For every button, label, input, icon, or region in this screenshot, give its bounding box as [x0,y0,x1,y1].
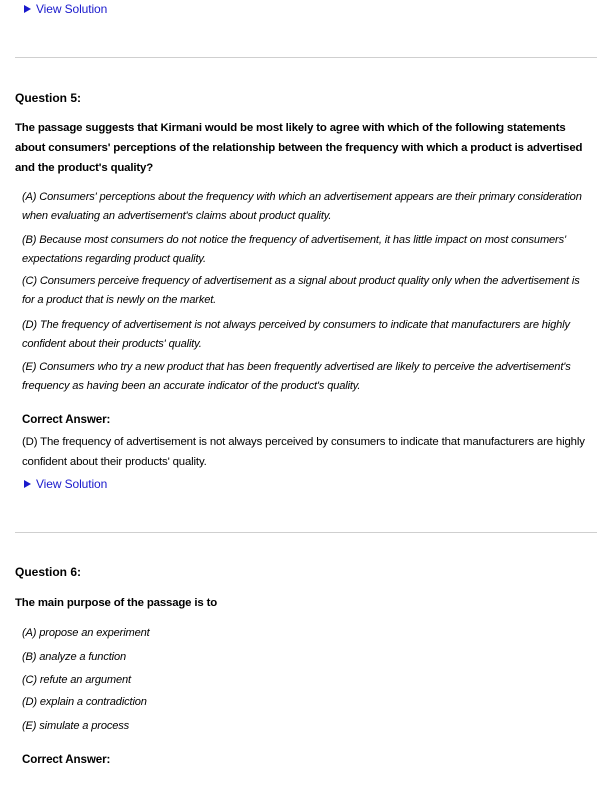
divider [15,57,597,58]
question-6-option-a[interactable]: (A) propose an experiment [22,627,150,639]
view-solution-label: View Solution [36,2,108,16]
question-5-option-c[interactable]: (C) Consumers perceive frequency of advertisement as a signal about product quality only when the advertisement is for a product that is newly on the market. [22,275,580,306]
question-5-option-a[interactable]: (A) Consumers' perceptions about the frequency with which an advertisement appears are their primary consideration when evaluating an advertisement's claims about product quality. [22,191,582,222]
question-6-title: Question 6: [15,565,82,579]
question-5-option-d[interactable]: (D) The frequency of advertisement is not always perceived by consumers to indicate that manufacturers are highly confident about their products' quality. [22,319,570,350]
divider [15,532,597,533]
view-solution-link-q5[interactable] [24,477,107,491]
question-5-option-e[interactable]: (E) Consumers who try a new product that has been frequently advertised are likely to perceive the advertisement's frequency as having been an accurate indicator of the product's quality. [22,361,571,392]
question-6-stem: The main purpose of the passage is to [15,597,218,609]
question-5-title: Question 5: [15,91,82,105]
question-5-correct-answer: (D) The frequency of advertisement is not always perceived by consumers to indicate that manufacturers are highly confident about their products' quality. [22,436,585,468]
question-5-option-b[interactable]: (B) Because most consumers do not notice the frequency of advertisement, it has little impact on most consumers' expectations regarding product quality. [22,234,566,265]
question-5-stem: The passage suggests that Kirmani would be most likely to agree with which of the following statements about consumers' perceptions of the relationship between the frequency with which a product is advertised and the product's quality? [15,122,583,174]
question-5-correct-answer-label: Correct Answer: [22,413,111,426]
view-solution-link[interactable] [24,2,107,16]
play-triangle-icon [24,5,31,13]
question-6-option-b[interactable]: (B) analyze a function [22,651,126,663]
question-6-option-c[interactable]: (C) refute an argument [22,674,131,686]
view-solution-label: View Solution [36,477,108,491]
question-6-option-e[interactable]: (E) simulate a process [22,720,130,732]
question-6-correct-answer-label: Correct Answer: [22,753,111,766]
question-6-option-d[interactable]: (D) explain a contradiction [22,696,147,708]
play-triangle-icon [24,480,31,488]
